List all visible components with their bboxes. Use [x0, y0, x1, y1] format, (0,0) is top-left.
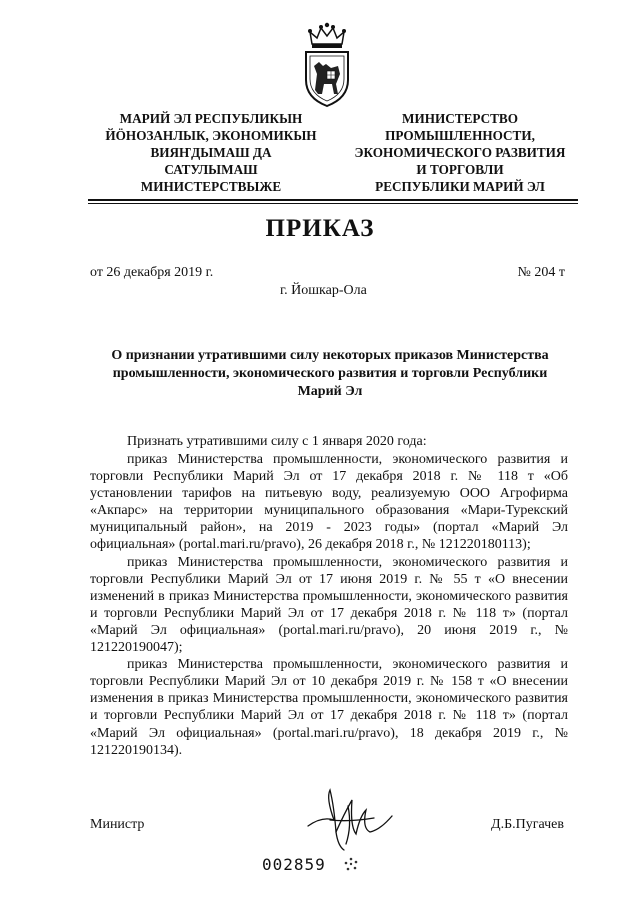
coat-of-arms-icon — [300, 22, 354, 108]
header-left-line: САТУЛЫМАШ — [164, 162, 258, 177]
body-paragraph: приказ Министерства промышленности, экономического развития и торговли Республики Марий Эл от 17 июня 2019 г. № 55 т «О внесении изменений в приказ Министерства промышленности, экономического развития и торговли Республики Марий Эл от 17 декабря 2018 г. № 118 т» (портал «Марий Эл официальная» (portal.mari.ru/pravo), 20 июня 2019 г., № 121220190047); — [90, 554, 568, 656]
header-right-line: И ТОРГОВЛИ — [416, 162, 504, 177]
document-number: № 204 т — [517, 265, 565, 280]
header-divider-thick — [88, 199, 578, 201]
signature-label: Министр — [90, 817, 145, 832]
header-right-line: МИНИСТЕРСТВО — [402, 111, 518, 126]
document-date: от 26 декабря 2019 г. — [90, 265, 214, 280]
signatory-name: Д.Б.Пугачев — [491, 817, 564, 832]
header-right-block — [344, 110, 576, 195]
header-right-line: РЕСПУБЛИКИ МАРИЙ ЭЛ — [375, 179, 545, 194]
header-right-line: ЭКОНОМИЧЕСКОГО РАЗВИТИЯ — [354, 145, 566, 160]
document-body — [90, 451, 568, 759]
body-paragraph: приказ Министерства промышленности, экономического развития и торговли Республики Марий Эл от 17 декабря 2018 г. № 118 т «Об установлении тарифов на питьевую воду, реализуемую ООО Агрофирма «Акпарс» на территории муниципального образования «Мари-Турекский муниципальный район», на 2019 - 2023 годы» (портал «Марий Эл официальная» (portal.mari.ru/pravo), 26 декабря 2018 г., № 121220180113); — [90, 452, 568, 553]
document-subject: О признании утратившими силу некоторых приказов Министерства промышленности, экономического развития и торговли Республики Марий Эл — [111, 348, 549, 399]
header-left-line: ВИЯҤДЫМАШ ДА — [150, 145, 272, 160]
seal-mark-icon — [344, 857, 358, 871]
header-left-block — [100, 110, 322, 195]
header-right-line: ПРОМЫШЛЕННОСТИ, — [385, 128, 535, 143]
header-divider-thin — [88, 203, 578, 204]
document-intro: Признать утратившими силу с 1 января 2020 года: — [127, 434, 427, 449]
header-left-line: ЙӦНОЗАНЛЫК, ЭКОНОМИКЫН — [105, 128, 317, 143]
body-paragraph: приказ Министерства промышленности, экономического развития и торговли Республики Марий Эл от 10 декабря 2019 г. № 158 т «О внесении изменения в приказ Министерства промышленности, экономического развития и торговли Республики Марий Эл от 17 декабря 2018 г. № 118 т» (портал «Марий Эл официальная» (portal.mari.ru/pravo), 18 декабря 2019 г., № 121220190134). — [90, 657, 568, 758]
header-left-line: МИНИСТЕРСТВЫЖЕ — [140, 179, 282, 194]
handwritten-signature-icon — [300, 786, 410, 856]
header-left-line: МАРИЙ ЭЛ РЕСПУБЛИКЫН — [119, 111, 303, 126]
document-title: ПРИКАЗ — [265, 215, 375, 242]
serial-number: 002859 — [262, 855, 326, 874]
document-city: г. Йошкар-Ола — [280, 283, 367, 298]
